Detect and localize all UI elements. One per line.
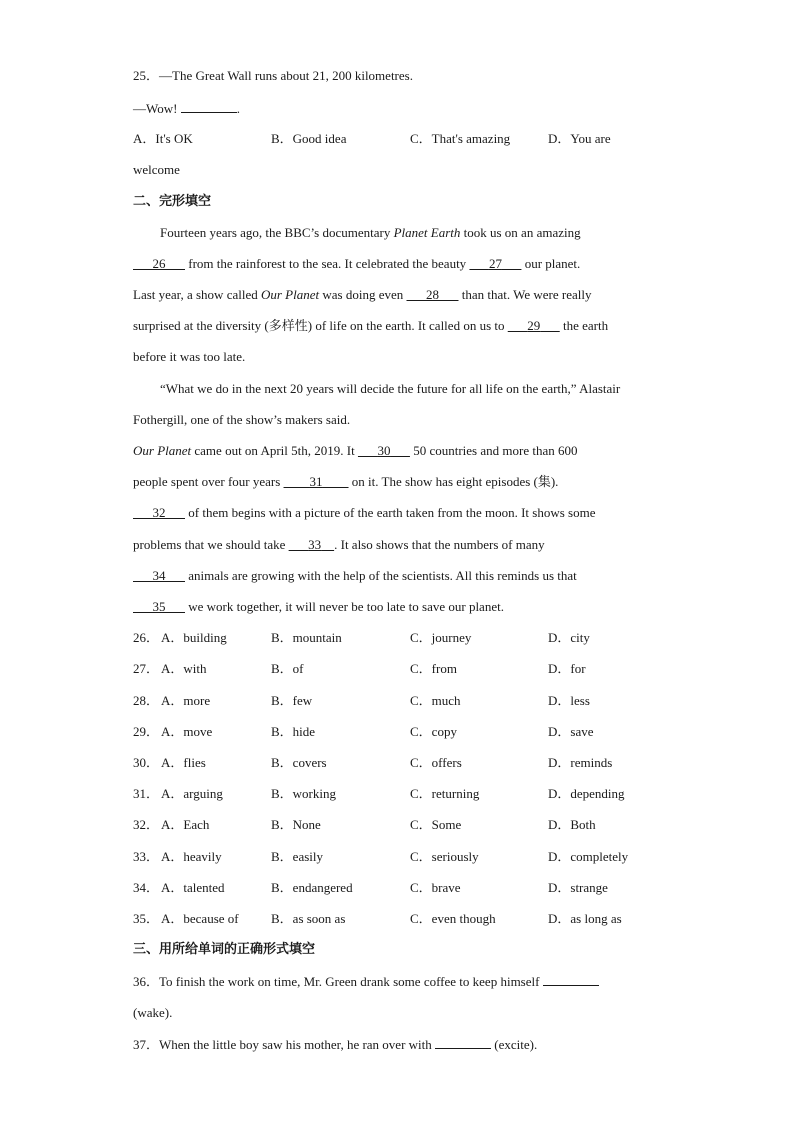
q25-option-b[interactable]: B．Good idea [271,131,347,146]
p3-line3: 32 of them begins with a picture of the earth taken from the moon. It shows some [133,505,595,521]
q37-blank[interactable] [435,1036,491,1049]
q25-option-d[interactable]: D．You are [548,131,611,146]
question-row: 35． A．because of B．as soon as C．even though D．as long as [133,911,622,926]
option-d[interactable]: D．for [548,661,586,676]
q25-options [133,131,663,147]
q25-line2-prefix: —Wow! [133,101,181,116]
blank-33[interactable]: 33 [308,537,322,552]
option-c[interactable]: C．from [410,661,457,676]
option-b[interactable]: B．of [271,661,304,676]
title-our-planet: Our Planet [260,287,320,302]
option-d[interactable]: D．completely [548,849,629,864]
title-our-planet-2: Our Planet [133,443,192,458]
q25-line2 [133,100,240,116]
p1-line2: 26 from the rainforest to the sea. It celebrated the beauty 27 our planet. [133,256,580,272]
question-row: 26． A．building B．mountain C．journey D．city [133,630,590,645]
p1-line5: before it was too late. [133,349,246,364]
q25-option-c[interactable]: C．That's amazing [410,131,511,146]
blank-32[interactable]: 32 [152,505,166,520]
option-b[interactable]: B．as soon as [271,911,346,926]
q25-blank[interactable] [181,100,237,113]
p1-line4: surprised at the diversity (多样性) of life on the earth. It called on us to 29 the earth [133,318,609,333]
option-c[interactable]: C．much [410,693,461,708]
p2-line2: Fothergill, one of the show’s makers said. [133,412,351,427]
p3-line2: people spent over four years 31 on it. The show has eight episodes (集). [133,474,559,489]
blank-34[interactable]: 34 [152,568,166,583]
option-c[interactable]: C．seriously [410,849,479,864]
option-d[interactable]: D．strange [548,880,608,895]
p2-line1: “What we do in the next 20 years will decide the future for all life on the earth,” Alastair [160,381,621,396]
option-c[interactable]: C．copy [410,724,457,739]
option-c[interactable]: C．offers [410,755,462,770]
option-b[interactable]: B．None [271,817,321,832]
option-a[interactable]: A．flies [161,755,206,770]
option-b[interactable]: B．covers [271,755,327,770]
option-d[interactable]: D．Both [548,817,596,832]
question-row: 29． A．move B．hide C．copy D．save [133,724,594,739]
option-c[interactable]: C．Some [410,817,462,832]
option-b[interactable]: B．few [271,693,313,708]
p1-line3: Last year, a show called Our Planet was doing even 28 than that. We were really [133,287,592,302]
option-a[interactable]: A．with [161,661,207,676]
option-c[interactable]: C．even though [410,911,496,926]
option-a[interactable]: A．more [161,693,211,708]
title-planet-earth: Planet Earth [393,225,461,240]
q36-blank[interactable] [543,973,599,986]
option-a[interactable]: A．Each [161,817,210,832]
option-d[interactable]: D．as long as [548,911,622,926]
option-d[interactable]: D．depending [548,786,625,801]
p3-line4: problems that we should take 33 . It also shows that the numbers of many [133,537,545,552]
option-a[interactable]: A．because of [161,911,239,926]
option-a[interactable]: A．move [161,724,213,739]
p3-line1: Our Planet came out on April 5th, 2019. It 30 50 countries and more than 600 [133,443,578,458]
question-row: 34． A．talented B．endangered C．brave D．strange [133,880,608,895]
question-row: 30． A．flies B．covers C．offers D．reminds [133,755,613,770]
p3-line6: 35 we work together, it will never be too late to save our planet. [133,599,504,615]
option-b[interactable]: B．easily [271,849,323,864]
p3-line5: 34 animals are growing with the help of the scientists. All this reminds us that [133,568,577,584]
blank-27[interactable]: 27 [488,256,502,271]
q25-line2-suffix: . [236,101,240,116]
q36-line1: 36．To finish the work on time, Mr. Green drank some coffee to keep himself [133,973,599,989]
option-c[interactable]: C．journey [410,630,472,645]
option-c[interactable]: C．returning [410,786,480,801]
q36-line2: (wake). [133,1005,173,1020]
q25-option-a[interactable]: A．It's OK [133,131,193,146]
blank-26[interactable]: 26 [152,256,166,271]
option-b[interactable]: B．mountain [271,630,342,645]
option-a[interactable]: A．building [161,630,227,645]
option-d[interactable]: D．reminds [548,755,613,770]
question-row: 32． A．Each B．None C．Some D．Both [133,817,596,832]
blank-30[interactable]: 30 [377,443,391,458]
blank-29[interactable]: 29 [527,318,541,333]
option-a[interactable]: A．talented [161,880,225,895]
question-row: 27． A．with B．of C．from D．for [133,661,586,676]
q25-option-d-cont: welcome [133,162,180,177]
question-row: 31． A．arguing B．working C．returning D．depending [133,786,625,801]
option-c[interactable]: C．brave [410,880,461,895]
blank-35[interactable]: 35 [152,599,166,614]
q25-stem: 25．—The Great Wall runs about 21, 200 kilometres. [133,68,413,83]
question-row: 28． A．more B．few C．much D．less [133,693,590,708]
option-a[interactable]: A．arguing [161,786,223,801]
option-b[interactable]: B．hide [271,724,316,739]
option-d[interactable]: D．less [548,693,590,708]
option-d[interactable]: D．city [548,630,590,645]
option-d[interactable]: D．save [548,724,594,739]
q37-line: 37．When the little boy saw his mother, he ran over with (excite). [133,1037,538,1052]
section3-title: 三、用所给单词的正确形式填空 [133,942,316,957]
section2-title: 二、完形填空 [133,194,212,209]
option-b[interactable]: B．endangered [271,880,353,895]
option-a[interactable]: A．heavily [161,849,222,864]
question-row: 33． A．heavily B．easily C．seriously D．completely [133,849,629,864]
p1-line1: Fourteen years ago, the BBC’s documentary Planet Earth took us on an amazing [160,225,581,240]
blank-31[interactable]: 31 [309,474,323,489]
blank-28[interactable]: 28 [426,287,439,302]
option-b[interactable]: B．working [271,786,337,801]
